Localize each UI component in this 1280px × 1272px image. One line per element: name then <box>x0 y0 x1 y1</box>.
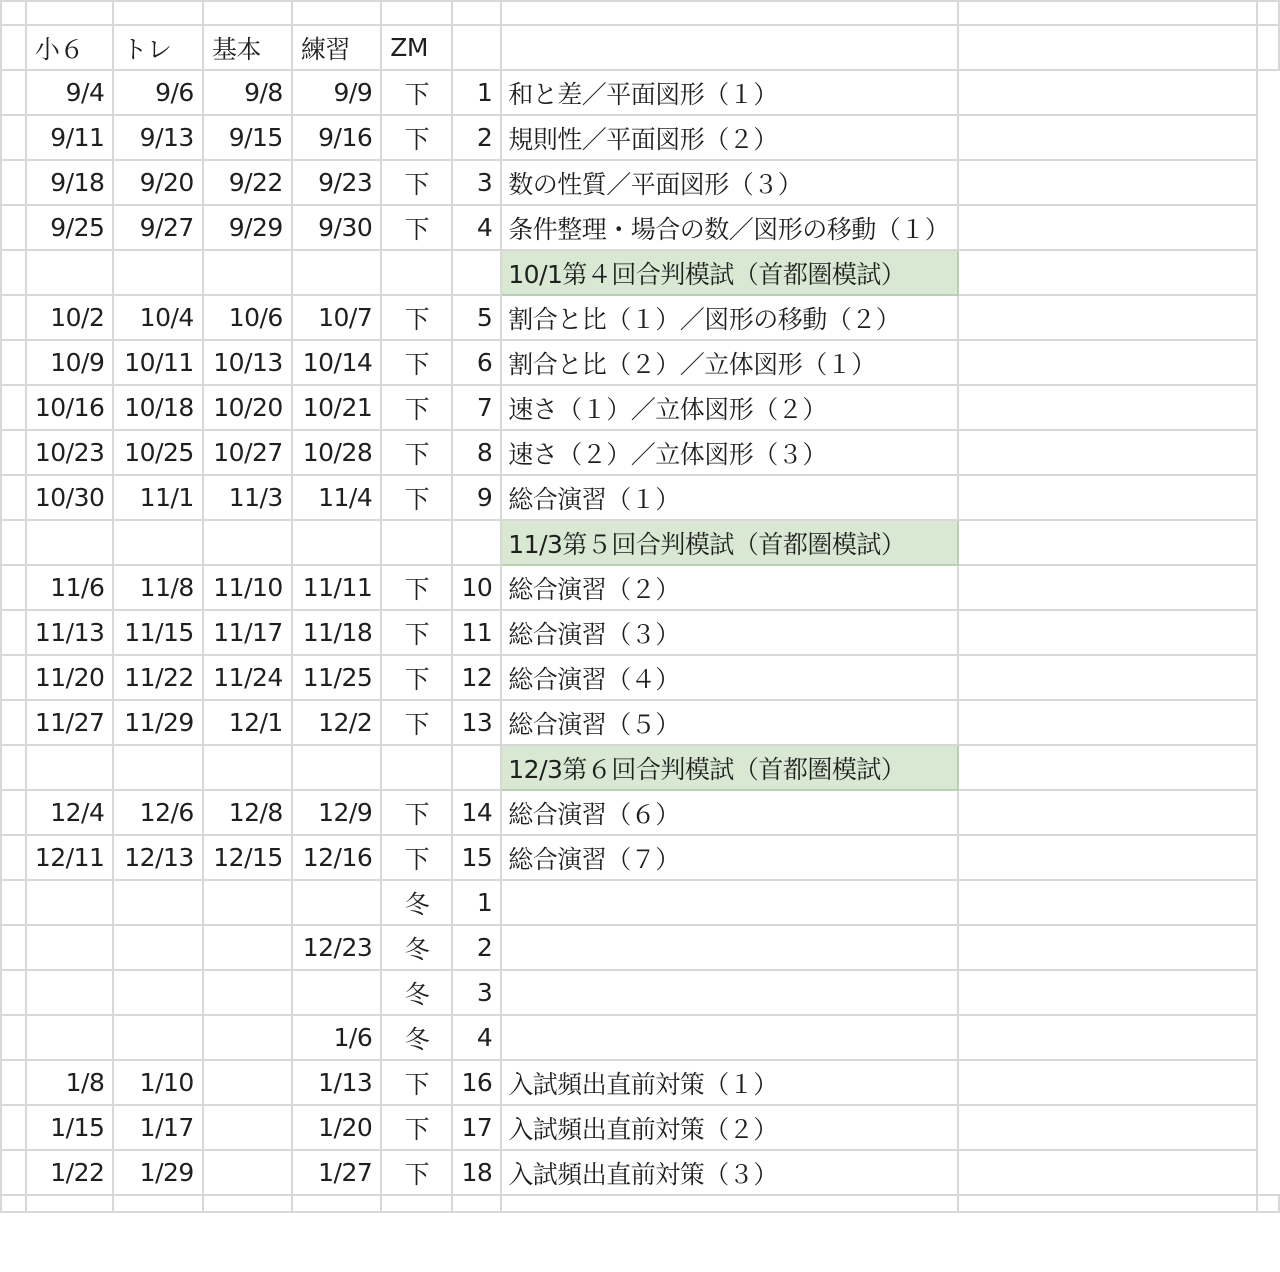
cell[interactable] <box>1 295 26 340</box>
cell[interactable] <box>1 1195 26 1212</box>
tore-cell[interactable]: 10/30 <box>26 475 114 520</box>
zm-cell[interactable] <box>292 745 381 790</box>
kihon-cell[interactable] <box>113 1015 202 1060</box>
cell[interactable] <box>1 205 26 250</box>
kihon-cell[interactable]: 11/29 <box>113 700 202 745</box>
term-cell[interactable]: 下 <box>381 115 452 160</box>
cell[interactable] <box>113 1195 202 1212</box>
cell[interactable] <box>203 1 292 25</box>
kihon-cell[interactable]: 9/13 <box>113 115 202 160</box>
kihon-cell[interactable]: 12/13 <box>113 835 202 880</box>
cell[interactable] <box>958 25 1256 70</box>
renshu-cell[interactable] <box>203 520 292 565</box>
schedule-row <box>1 475 1279 520</box>
renshu-cell[interactable]: 9/15 <box>203 115 292 160</box>
term-cell[interactable]: 下 <box>381 70 452 115</box>
exam-row <box>1 520 1279 565</box>
exam-row <box>1 250 1279 295</box>
cell[interactable] <box>958 160 1256 205</box>
cell[interactable] <box>958 475 1256 520</box>
cell[interactable] <box>26 1195 114 1212</box>
zm-cell[interactable]: 12/9 <box>292 790 381 835</box>
cell[interactable] <box>958 385 1256 430</box>
header-kihon-cell[interactable]: 基本 <box>203 25 292 70</box>
cell[interactable] <box>113 1 202 25</box>
term-cell[interactable]: 下 <box>381 430 452 475</box>
lesson-number-cell[interactable]: 12 <box>452 655 501 700</box>
cell[interactable] <box>958 700 1256 745</box>
cell[interactable] <box>958 1195 1256 1212</box>
lesson-number-cell[interactable]: 2 <box>452 115 501 160</box>
cell[interactable] <box>1 1 26 25</box>
schedule-row <box>1 835 1279 880</box>
kihon-cell[interactable] <box>113 925 202 970</box>
term-cell[interactable]: 下 <box>381 790 452 835</box>
topic-cell[interactable]: 速さ（１）／立体図形（２） <box>501 385 958 430</box>
tore-cell[interactable]: 12/4 <box>26 790 114 835</box>
zm-cell[interactable]: 1/20 <box>292 1105 381 1150</box>
exam-cell[interactable]: 12/3第６回合判模試（首都圏模試） <box>501 745 958 790</box>
cell[interactable] <box>1 475 26 520</box>
cell[interactable] <box>1 835 26 880</box>
renshu-cell[interactable]: 9/8 <box>203 70 292 115</box>
renshu-cell[interactable]: 10/6 <box>203 295 292 340</box>
cell[interactable] <box>958 610 1256 655</box>
zm-cell[interactable]: 10/21 <box>292 385 381 430</box>
kihon-cell[interactable]: 9/20 <box>113 160 202 205</box>
topic-cell[interactable]: 和と差／平面図形（１） <box>501 70 958 115</box>
tore-cell[interactable] <box>26 970 114 1015</box>
tore-cell[interactable] <box>26 520 114 565</box>
tore-cell[interactable]: 9/25 <box>26 205 114 250</box>
cell[interactable] <box>958 1015 1256 1060</box>
renshu-cell[interactable] <box>203 250 292 295</box>
kihon-cell[interactable]: 10/11 <box>113 340 202 385</box>
term-cell[interactable]: 下 <box>381 655 452 700</box>
lesson-number-cell[interactable]: 1 <box>452 70 501 115</box>
zm-cell[interactable]: 1/6 <box>292 1015 381 1060</box>
term-cell[interactable]: 下 <box>381 160 452 205</box>
kihon-cell[interactable]: 10/25 <box>113 430 202 475</box>
lesson-number-cell[interactable]: 6 <box>452 340 501 385</box>
tore-cell[interactable]: 10/23 <box>26 430 114 475</box>
schedule-row <box>1 295 1279 340</box>
lesson-number-cell[interactable] <box>452 250 501 295</box>
schedule-row <box>1 70 1279 115</box>
renshu-cell[interactable]: 11/3 <box>203 475 292 520</box>
kihon-cell[interactable]: 12/6 <box>113 790 202 835</box>
cell[interactable] <box>381 1 452 25</box>
schedule-row <box>1 880 1279 925</box>
topic-cell[interactable]: 割合と比（１）／図形の移動（２） <box>501 295 958 340</box>
renshu-cell[interactable] <box>203 970 292 1015</box>
cell[interactable] <box>1 340 26 385</box>
tore-cell[interactable]: 1/15 <box>26 1105 114 1150</box>
tore-cell[interactable]: 10/2 <box>26 295 114 340</box>
term-cell[interactable]: 下 <box>381 835 452 880</box>
cell[interactable] <box>292 1195 381 1212</box>
zm-cell[interactable]: 10/7 <box>292 295 381 340</box>
tore-cell[interactable]: 9/11 <box>26 115 114 160</box>
tore-cell[interactable] <box>26 250 114 295</box>
header-zm-cell[interactable]: ZM <box>381 25 452 70</box>
tore-cell[interactable]: 1/8 <box>26 1060 114 1105</box>
kihon-cell[interactable]: 1/17 <box>113 1105 202 1150</box>
topic-cell[interactable]: 速さ（２）／立体図形（３） <box>501 430 958 475</box>
header-row <box>1 25 1279 70</box>
cell[interactable] <box>1 880 26 925</box>
schedule-row <box>1 1105 1279 1150</box>
cell[interactable] <box>292 1 381 25</box>
renshu-cell[interactable]: 10/13 <box>203 340 292 385</box>
schedule-row <box>1 790 1279 835</box>
renshu-cell[interactable]: 11/10 <box>203 565 292 610</box>
zm-cell[interactable]: 1/27 <box>292 1150 381 1195</box>
cell[interactable] <box>958 655 1256 700</box>
cell[interactable] <box>958 835 1256 880</box>
topic-cell[interactable]: 条件整理・場合の数／図形の移動（１） <box>501 205 958 250</box>
kihon-cell[interactable]: 10/4 <box>113 295 202 340</box>
zm-cell[interactable]: 12/16 <box>292 835 381 880</box>
renshu-cell[interactable] <box>203 1105 292 1150</box>
topic-cell[interactable]: 総合演習（５） <box>501 700 958 745</box>
cell[interactable] <box>1 70 26 115</box>
kihon-cell[interactable] <box>113 250 202 295</box>
zm-cell[interactable]: 12/2 <box>292 700 381 745</box>
cell[interactable] <box>501 1195 958 1212</box>
tore-cell[interactable]: 11/13 <box>26 610 114 655</box>
kihon-cell[interactable]: 10/18 <box>113 385 202 430</box>
cell[interactable] <box>1 655 26 700</box>
cell[interactable] <box>501 1 958 25</box>
topic-cell[interactable]: 入試頻出直前対策（２） <box>501 1105 958 1150</box>
renshu-cell[interactable] <box>203 925 292 970</box>
cell[interactable] <box>1 160 26 205</box>
cell[interactable] <box>958 1060 1256 1105</box>
schedule-row <box>1 1015 1279 1060</box>
blank-row <box>1 1195 1279 1212</box>
cell[interactable] <box>1 970 26 1015</box>
cell[interactable] <box>958 970 1256 1015</box>
kihon-cell[interactable]: 1/10 <box>113 1060 202 1105</box>
term-cell[interactable]: 下 <box>381 385 452 430</box>
cell[interactable] <box>1 25 26 70</box>
renshu-cell[interactable] <box>203 1015 292 1060</box>
term-cell[interactable] <box>381 250 452 295</box>
grade-cell[interactable]: 小６ <box>26 25 114 70</box>
term-cell[interactable]: 下 <box>381 475 452 520</box>
cell[interactable] <box>1 925 26 970</box>
cell[interactable] <box>1 700 26 745</box>
zm-cell[interactable]: 11/18 <box>292 610 381 655</box>
lesson-number-cell[interactable]: 11 <box>452 610 501 655</box>
renshu-cell[interactable]: 10/20 <box>203 385 292 430</box>
cell[interactable] <box>958 565 1256 610</box>
zm-cell[interactable]: 9/16 <box>292 115 381 160</box>
term-cell[interactable]: 下 <box>381 700 452 745</box>
tore-cell[interactable]: 9/18 <box>26 160 114 205</box>
lesson-number-cell[interactable]: 10 <box>452 565 501 610</box>
lesson-number-cell[interactable]: 3 <box>452 160 501 205</box>
topic-cell[interactable]: 数の性質／平面図形（３） <box>501 160 958 205</box>
cell[interactable] <box>1 115 26 160</box>
lesson-number-cell[interactable]: 16 <box>452 1060 501 1105</box>
cell[interactable] <box>1 1015 26 1060</box>
schedule-row <box>1 700 1279 745</box>
zm-cell[interactable]: 11/4 <box>292 475 381 520</box>
renshu-cell[interactable]: 12/8 <box>203 790 292 835</box>
cell[interactable] <box>1 1060 26 1105</box>
schedule-row <box>1 565 1279 610</box>
kihon-cell[interactable]: 9/6 <box>113 70 202 115</box>
zm-cell[interactable]: 1/13 <box>292 1060 381 1105</box>
topic-cell[interactable]: 総合演習（１） <box>501 475 958 520</box>
topic-cell[interactable]: 総合演習（７） <box>501 835 958 880</box>
cell[interactable] <box>452 1195 501 1212</box>
kihon-cell[interactable] <box>113 970 202 1015</box>
term-cell[interactable]: 冬 <box>381 970 452 1015</box>
zm-cell[interactable] <box>292 250 381 295</box>
cell[interactable] <box>958 925 1256 970</box>
renshu-cell[interactable]: 10/27 <box>203 430 292 475</box>
lesson-number-cell[interactable]: 18 <box>452 1150 501 1195</box>
renshu-cell[interactable]: 9/22 <box>203 160 292 205</box>
topic-cell[interactable]: 総合演習（３） <box>501 610 958 655</box>
lesson-number-cell[interactable] <box>452 520 501 565</box>
cell[interactable] <box>26 1 114 25</box>
term-cell[interactable]: 下 <box>381 340 452 385</box>
renshu-cell[interactable] <box>203 745 292 790</box>
lesson-number-cell[interactable]: 4 <box>452 1015 501 1060</box>
cell[interactable] <box>958 790 1256 835</box>
zm-cell[interactable] <box>292 970 381 1015</box>
term-cell[interactable]: 下 <box>381 1060 452 1105</box>
term-cell[interactable] <box>381 745 452 790</box>
topic-cell[interactable]: 総合演習（６） <box>501 790 958 835</box>
cell[interactable] <box>958 295 1256 340</box>
lesson-number-cell[interactable]: 8 <box>452 430 501 475</box>
zm-cell[interactable]: 10/14 <box>292 340 381 385</box>
term-cell[interactable]: 下 <box>381 1150 452 1195</box>
cell[interactable] <box>1 1150 26 1195</box>
schedule-row <box>1 925 1279 970</box>
cell[interactable] <box>958 70 1256 115</box>
kihon-cell[interactable]: 11/8 <box>113 565 202 610</box>
topic-cell[interactable]: 規則性／平面図形（２） <box>501 115 958 160</box>
cell[interactable] <box>958 1105 1256 1150</box>
cell[interactable] <box>1 745 26 790</box>
exam-cell[interactable]: 11/3第５回合判模試（首都圏模試） <box>501 520 958 565</box>
cell[interactable] <box>1 430 26 475</box>
blank-row <box>1 1 1279 25</box>
zm-cell[interactable]: 9/9 <box>292 70 381 115</box>
term-cell[interactable]: 冬 <box>381 880 452 925</box>
cell[interactable] <box>1 250 26 295</box>
topic-cell[interactable] <box>501 970 958 1015</box>
cell[interactable] <box>958 115 1256 160</box>
topic-cell[interactable]: 入試頻出直前対策（３） <box>501 1150 958 1195</box>
schedule-row <box>1 340 1279 385</box>
exam-cell[interactable]: 10/1第４回合判模試（首都圏模試） <box>501 250 958 295</box>
cell[interactable] <box>958 430 1256 475</box>
schedule-row <box>1 160 1279 205</box>
exam-row <box>1 745 1279 790</box>
lesson-number-cell[interactable]: 14 <box>452 790 501 835</box>
cell[interactable] <box>1 385 26 430</box>
tore-cell[interactable]: 11/20 <box>26 655 114 700</box>
renshu-cell[interactable]: 9/29 <box>203 205 292 250</box>
cell[interactable] <box>452 1 501 25</box>
tore-cell[interactable]: 11/6 <box>26 565 114 610</box>
kihon-cell[interactable]: 11/1 <box>113 475 202 520</box>
kihon-cell[interactable] <box>113 745 202 790</box>
schedule-row <box>1 970 1279 1015</box>
tore-cell[interactable] <box>26 880 114 925</box>
lesson-number-cell[interactable]: 5 <box>452 295 501 340</box>
topic-cell[interactable]: 割合と比（２）／立体図形（１） <box>501 340 958 385</box>
cell[interactable] <box>958 205 1256 250</box>
kihon-cell[interactable]: 11/15 <box>113 610 202 655</box>
header-renshu-cell[interactable]: 練習 <box>292 25 381 70</box>
term-cell[interactable]: 下 <box>381 565 452 610</box>
term-cell[interactable]: 冬 <box>381 925 452 970</box>
topic-cell[interactable]: 総合演習（２） <box>501 565 958 610</box>
cell[interactable] <box>958 250 1256 295</box>
topic-cell[interactable] <box>501 925 958 970</box>
cell[interactable] <box>958 520 1256 565</box>
zm-cell[interactable] <box>292 880 381 925</box>
tore-cell[interactable]: 10/9 <box>26 340 114 385</box>
topic-cell[interactable]: 総合演習（４） <box>501 655 958 700</box>
zm-cell[interactable]: 9/30 <box>292 205 381 250</box>
zm-cell[interactable]: 11/25 <box>292 655 381 700</box>
cell[interactable] <box>1 610 26 655</box>
cell[interactable] <box>1 565 26 610</box>
term-cell[interactable]: 下 <box>381 205 452 250</box>
cell[interactable] <box>1257 1195 1279 1212</box>
header-tore-cell[interactable]: トレ <box>113 25 202 70</box>
schedule-row <box>1 610 1279 655</box>
kihon-cell[interactable] <box>113 520 202 565</box>
schedule-row <box>1 1150 1279 1195</box>
lesson-number-cell[interactable] <box>452 745 501 790</box>
schedule-row <box>1 1060 1279 1105</box>
cell[interactable] <box>452 25 501 70</box>
lesson-number-cell[interactable]: 2 <box>452 925 501 970</box>
schedule-row <box>1 115 1279 160</box>
tore-cell[interactable]: 12/11 <box>26 835 114 880</box>
schedule-row <box>1 385 1279 430</box>
tore-cell[interactable] <box>26 925 114 970</box>
cell[interactable] <box>381 1195 452 1212</box>
lesson-number-cell[interactable]: 15 <box>452 835 501 880</box>
renshu-cell[interactable]: 11/17 <box>203 610 292 655</box>
topic-cell[interactable] <box>501 880 958 925</box>
lesson-number-cell[interactable]: 17 <box>452 1105 501 1150</box>
schedule-row <box>1 430 1279 475</box>
topic-cell[interactable] <box>501 1015 958 1060</box>
zm-cell[interactable] <box>292 520 381 565</box>
lesson-number-cell[interactable]: 7 <box>452 385 501 430</box>
renshu-cell[interactable]: 12/1 <box>203 700 292 745</box>
tore-cell[interactable] <box>26 1015 114 1060</box>
topic-cell[interactable]: 入試頻出直前対策（１） <box>501 1060 958 1105</box>
cell[interactable] <box>958 880 1256 925</box>
kihon-cell[interactable]: 11/22 <box>113 655 202 700</box>
cell[interactable] <box>1 1105 26 1150</box>
tore-cell[interactable]: 11/27 <box>26 700 114 745</box>
renshu-cell[interactable]: 11/24 <box>203 655 292 700</box>
kihon-cell[interactable]: 1/29 <box>113 1150 202 1195</box>
zm-cell[interactable]: 11/11 <box>292 565 381 610</box>
lesson-number-cell[interactable]: 9 <box>452 475 501 520</box>
zm-cell[interactable]: 12/23 <box>292 925 381 970</box>
lesson-number-cell[interactable]: 1 <box>452 880 501 925</box>
tore-cell[interactable]: 1/22 <box>26 1150 114 1195</box>
lesson-number-cell[interactable]: 4 <box>452 205 501 250</box>
cell[interactable] <box>1 790 26 835</box>
renshu-cell[interactable] <box>203 1150 292 1195</box>
cell[interactable] <box>958 340 1256 385</box>
lesson-number-cell[interactable]: 3 <box>452 970 501 1015</box>
cell[interactable] <box>958 1 1256 25</box>
tore-cell[interactable]: 10/16 <box>26 385 114 430</box>
lesson-number-cell[interactable]: 13 <box>452 700 501 745</box>
term-cell[interactable]: 下 <box>381 295 452 340</box>
tore-cell[interactable]: 9/4 <box>26 70 114 115</box>
cell[interactable] <box>958 1150 1256 1195</box>
cell[interactable] <box>958 745 1256 790</box>
schedule-row <box>1 655 1279 700</box>
cell[interactable] <box>1257 1 1279 25</box>
zm-cell[interactable]: 9/23 <box>292 160 381 205</box>
renshu-cell[interactable]: 12/15 <box>203 835 292 880</box>
cell[interactable] <box>1257 25 1279 70</box>
zm-cell[interactable]: 10/28 <box>292 430 381 475</box>
cell[interactable] <box>1 520 26 565</box>
kihon-cell[interactable]: 9/27 <box>113 205 202 250</box>
renshu-cell[interactable] <box>203 880 292 925</box>
cell[interactable] <box>501 25 958 70</box>
tore-cell[interactable] <box>26 745 114 790</box>
renshu-cell[interactable] <box>203 1060 292 1105</box>
term-cell[interactable]: 下 <box>381 610 452 655</box>
kihon-cell[interactable] <box>113 880 202 925</box>
term-cell[interactable]: 下 <box>381 1105 452 1150</box>
term-cell[interactable] <box>381 520 452 565</box>
term-cell[interactable]: 冬 <box>381 1015 452 1060</box>
cell[interactable] <box>203 1195 292 1212</box>
schedule-row <box>1 205 1279 250</box>
